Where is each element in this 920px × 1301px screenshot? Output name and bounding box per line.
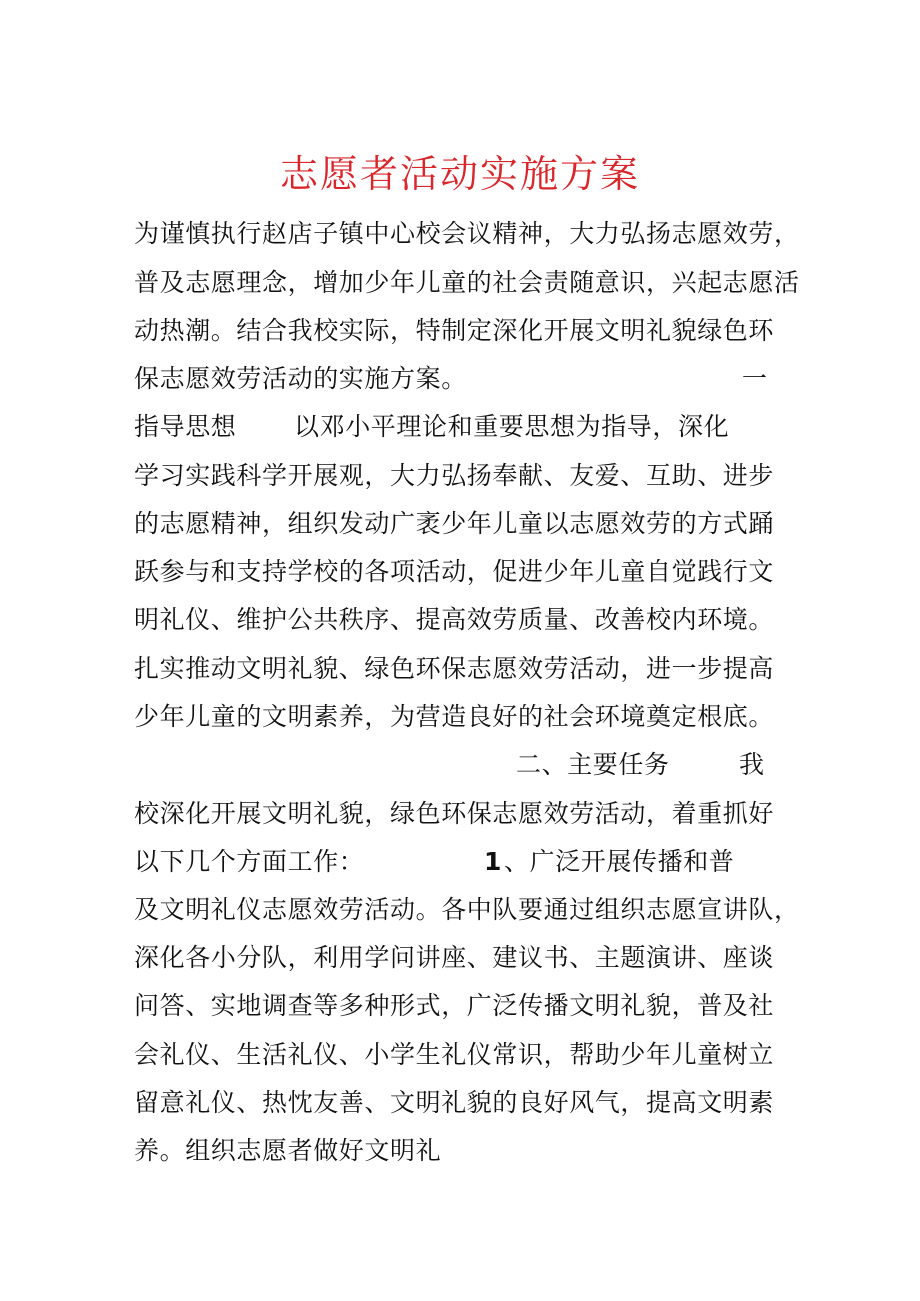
- section-heading: 指导思想: [134, 412, 237, 441]
- text-segment: 保志愿效劳活动的实施方案。: [134, 364, 467, 393]
- text-segment: 会礼仪、生活礼仪、小学生礼仪常识，帮助少年儿童树立: [134, 1040, 775, 1069]
- text-segment: 扎实推动文明礼貌、绿色环保志愿效劳活动，进一步提高: [134, 654, 775, 683]
- text-segment: 校深化开展文明礼貌，绿色环保志愿效劳活动，着重抓好: [134, 799, 775, 828]
- text-segment: 问答、实地调查等多种形式，广泛传播文明礼貌，普及社: [134, 991, 775, 1020]
- section-heading: 二、主要任务: [516, 750, 670, 779]
- text-segment: 深化各小分队，利用学问讲座、建议书、主题演讲、座谈: [134, 943, 775, 972]
- text-segment: 为谨慎执行赵店子镇中心校会议精神，大力弘扬志愿效劳，: [134, 219, 800, 248]
- text-segment: 跃参与和支持学校的各项活动，促进少年儿童自觉践行文: [134, 557, 775, 586]
- text-segment: 我: [739, 750, 765, 779]
- text-segment: 及文明礼仪志愿效劳活动。各中队要通过组织志愿宣讲队，: [134, 895, 800, 924]
- section-number: 一: [742, 364, 768, 393]
- text-segment: 以下几个方面工作：: [134, 847, 365, 876]
- text-segment: 、广泛开展传播和普: [504, 847, 735, 876]
- text-segment: 的志愿精神，组织发动广袤少年儿童以志愿效劳的方式踊: [134, 509, 775, 538]
- text-segment: 动热潮。结合我校实际，特制定深化开展文明礼貌绿色环: [134, 316, 775, 345]
- text-segment: 普及志愿理念，增加少年儿童的社会责随意识，兴起志愿活: [134, 268, 800, 297]
- text-segment: 以邓小平理论和重要思想为指导，深化: [294, 412, 730, 441]
- text-segment: 养。组织志愿者做好文明礼: [134, 1136, 442, 1165]
- text-segment: 少年儿童的文明素养，为营造良好的社会环境奠定根底。: [134, 702, 775, 731]
- document-title: 志愿者活动实施方案: [279, 152, 640, 196]
- item-number: 1: [484, 847, 502, 876]
- text-segment: 学习实践科学开展观，大力弘扬奉献、友爱、互助、进步: [134, 461, 775, 490]
- text-segment: 留意礼仪、热忱友善、文明礼貌的良好风气，提高文明素: [134, 1088, 775, 1117]
- text-segment: 明礼仪、维护公共秩序、提高效劳质量、改善校内环境。: [134, 605, 775, 634]
